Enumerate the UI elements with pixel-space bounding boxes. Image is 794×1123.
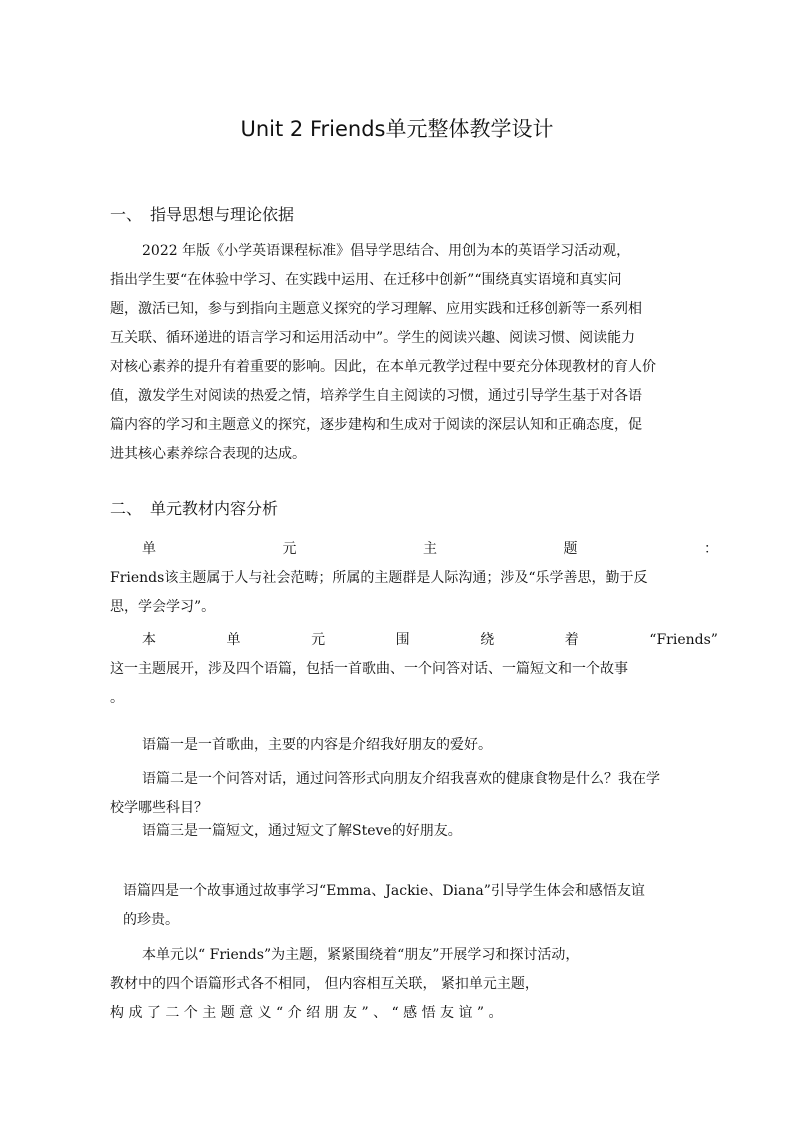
paragraph-line: 的珍贵。	[123, 912, 179, 928]
paragraph-line: 。	[110, 690, 124, 706]
summary-paragraph	[110, 941, 718, 1028]
document-title: Unit 2 Friends单元整体教学设计	[240, 117, 554, 141]
paragraph-line: 对核心素养的提升有着重要的影响。因此，在本单元教学过程中要充分体现教材的育人价	[110, 359, 656, 375]
unit-paragraph	[110, 626, 718, 713]
theme-label-line: 单 元 主 题 ：	[142, 541, 718, 557]
section-1-heading	[110, 203, 294, 227]
unit-lead-line: 本 单 元 围 绕 着 “Friends”	[142, 632, 718, 648]
section-1-paragraph	[110, 237, 718, 469]
section-1-title: 指导思想与理论依据	[150, 205, 295, 224]
paragraph-line: Friends该主题属于人与社会范畴；所属的主题群是人际沟通；涉及“乐学善思，勤于反	[110, 570, 648, 586]
paragraph-line: 构 成 了 二 个 主 题 意 义 “ 介 绍 朋 友 ” 、 “ 感 悟 友 谊 ” 。	[110, 1005, 503, 1021]
section-2-number: 二、	[110, 499, 143, 518]
text-four-paragraph	[123, 877, 719, 935]
text-two-paragraph	[110, 765, 718, 823]
text-one-paragraph	[110, 731, 718, 760]
paragraph-line: 题，激活已知，参与到指向主题意义探究的学习理解、应用实践和迁移创新等一系列相	[110, 301, 642, 317]
paragraph-line: 语篇四是一个故事通过故事学习“Emma、Jackie、Diana”引导学生体会和感悟友谊	[123, 883, 645, 899]
paragraph-line: 语篇三是一篇短文，通过短文了解Steve的好朋友。	[142, 823, 462, 839]
paragraph-line: 语篇一是一首歌曲，主要的内容是介绍我好朋友的爱好。	[142, 737, 492, 753]
paragraph-line: 本单元以“ Friends”为主题，紧紧围绕着“朋友”开展学习和探讨活动，	[142, 947, 580, 963]
paragraph-line: 这一主题展开，涉及四个语篇，包括一首歌曲、一个问答对话、一篇短文和一个故事	[110, 661, 628, 677]
paragraph-line: 语篇二是一个问答对话，通过问答形式向朋友介绍我喜欢的健康食物是什么？我在学	[142, 771, 660, 787]
paragraph-line: 互关联、循环递进的语言学习和运用活动中”。学生的阅读兴趣、阅读习惯、阅读能力	[110, 330, 636, 346]
paragraph-line: 思，学会学习”。	[110, 599, 216, 615]
paragraph-line: 教材中的四个语篇形式各不相同， 但内容相互关联， 紧扣单元主题，	[110, 976, 539, 992]
text-three-paragraph	[110, 817, 718, 846]
theme-paragraph	[110, 535, 718, 622]
paragraph-line: 篇内容的学习和主题意义的探究，逐步建构和生成对于阅读的深层认知和正确态度，促	[110, 417, 642, 433]
paragraph-line: 进其核心素养综合表现的达成。	[110, 446, 306, 462]
section-2-heading	[110, 497, 278, 521]
paragraph-line: 校学哪些科目？	[110, 800, 208, 816]
paragraph-line: 2022 年版《小学英语课程标准》倡导学思结合、用创为本的英语学习活动观，	[142, 243, 631, 259]
paragraph-line: 指出学生要“在体验中学习、在实践中运用、在迁移中创新”“围绕真实语境和真实问	[110, 272, 622, 288]
paragraph-line: 值，激发学生对阅读的热爱之情，培养学生自主阅读的习惯，通过引导学生基于对各语	[110, 388, 642, 404]
section-1-number: 一、	[110, 205, 143, 224]
section-2-title: 单元教材内容分析	[150, 499, 279, 518]
